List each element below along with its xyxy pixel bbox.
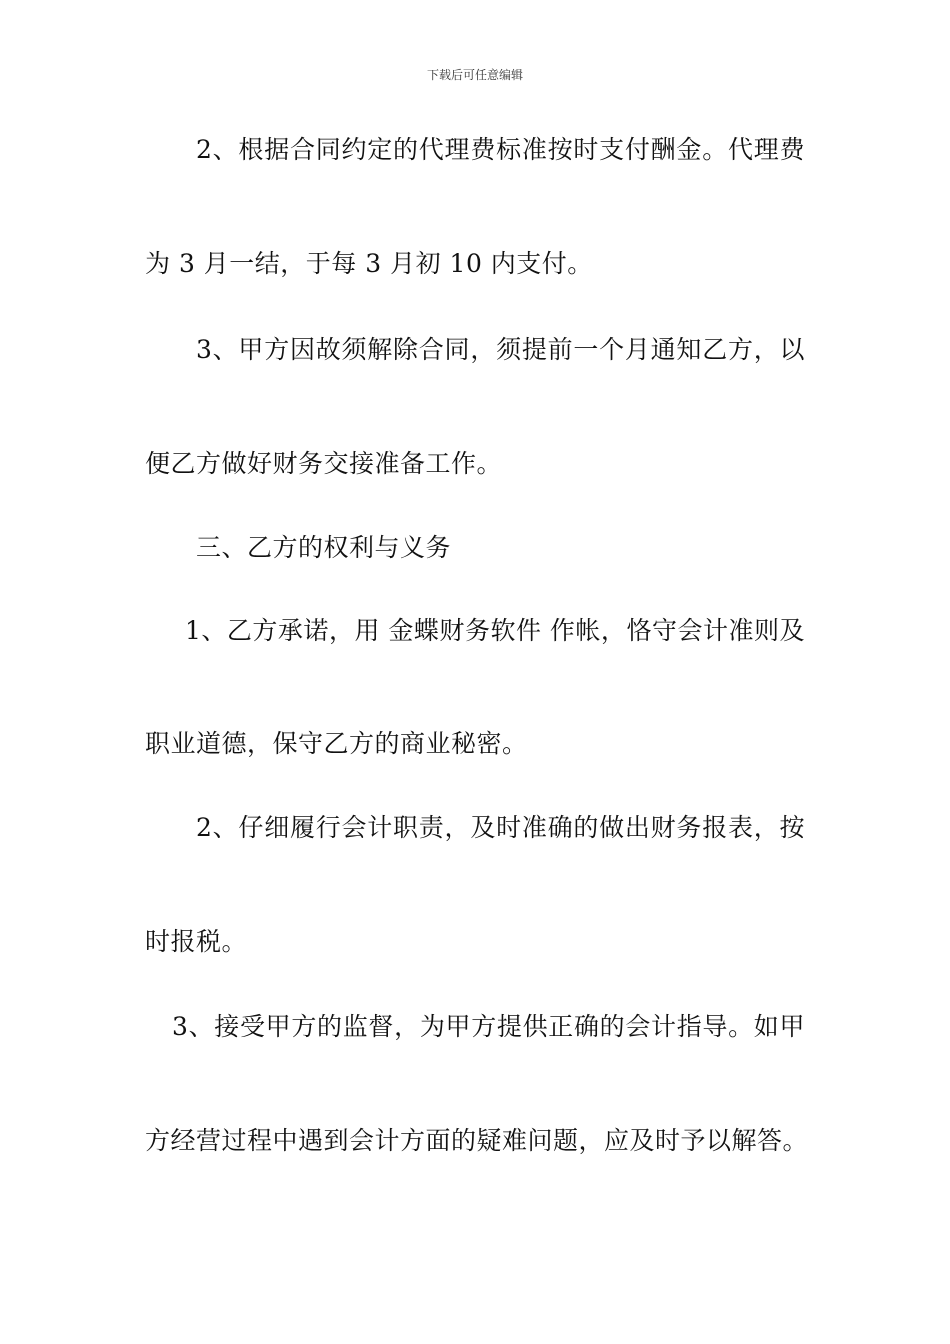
paragraph-1-line-2: 为 3 月一结，于每 3 月初 10 内支付。 [145,249,593,278]
paragraph-2-line-1: 3、甲方因故须解除合同，须提前一个月通知乙方，以 [196,335,805,364]
paragraph-5-line-2: 方经营过程中遇到会计方面的疑难问题，应及时予以解答。 [145,1126,809,1155]
paragraph-2-line-2: 便乙方做好财务交接准备工作。 [145,449,503,478]
paragraph-3-line-1: 1、乙方承诺，用 金蝶财务软件 作帐，恪守会计准则及 [185,616,805,645]
paragraph-4-line-2: 时报税。 [145,927,248,956]
paragraph-4-line-1: 2、仔细履行会计职责，及时准确的做出财务报表，按 [196,813,805,842]
page-header: 下载后可任意编辑 [426,68,523,82]
paragraph-5-line-1: 3、接受甲方的监督，为甲方提供正确的会计指导。如甲 [172,1012,805,1041]
paragraph-1-line-1: 2、根据合同约定的代理费标准按时支付酬金。代理费 [196,135,805,164]
section-heading: 三、乙方的权利与义务 [196,533,452,562]
paragraph-3-line-2: 职业道德，保守乙方的商业秘密。 [145,729,528,758]
